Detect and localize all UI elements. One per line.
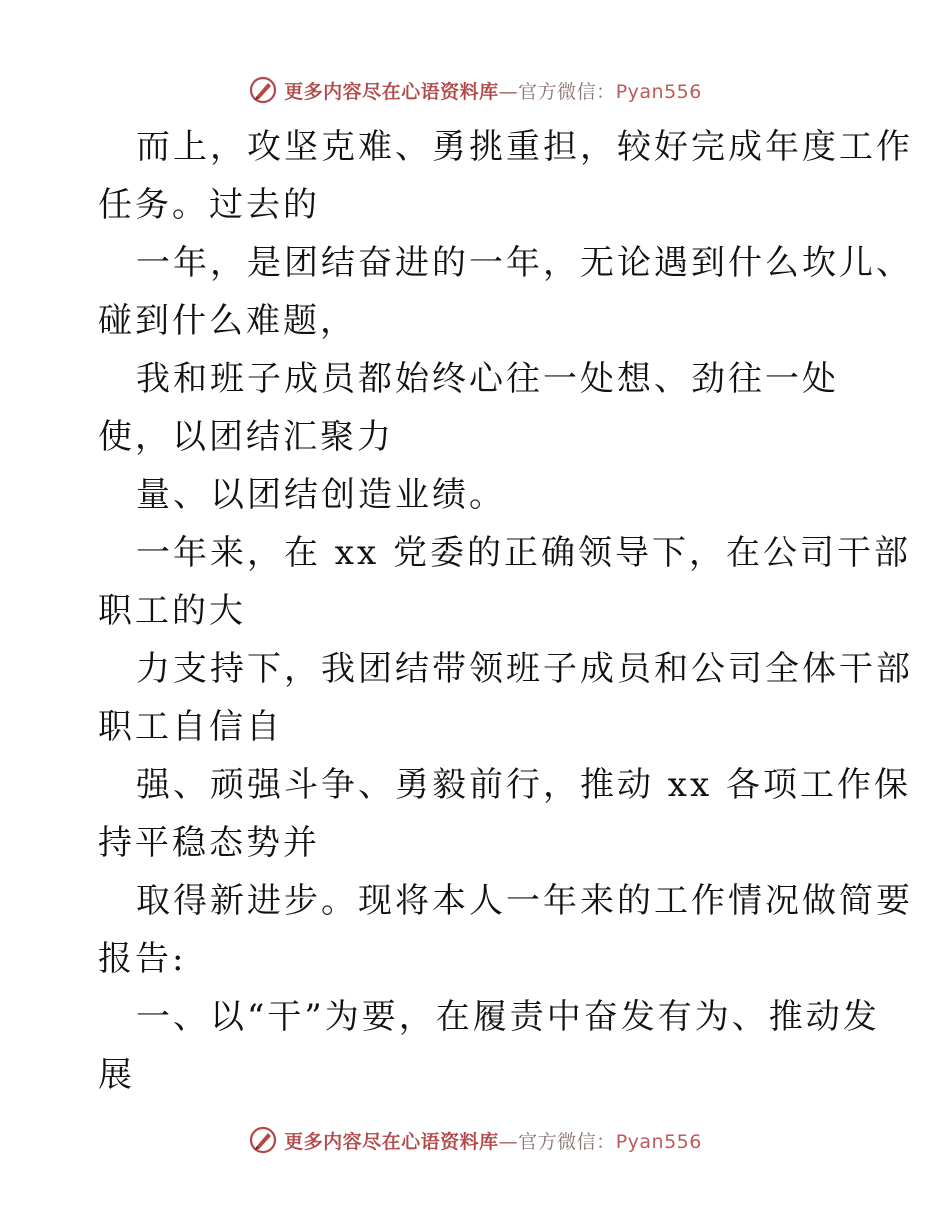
text-line: 碰到什么难题， [98, 301, 357, 341]
watermark-brand: 更多内容尽在心语资料库 [284, 1130, 499, 1153]
watermark-id: Pyan556 [615, 80, 702, 103]
header-watermark [0, 70, 950, 110]
watermark-id: Pyan556 [615, 1130, 702, 1153]
text-line: 展 [98, 1055, 135, 1095]
watermark-brand: 更多内容尽在心语资料库 [284, 80, 499, 103]
text-line: 而上，攻坚克难、勇挑重担，较好完成年度工作 [136, 127, 913, 167]
watermark-text [284, 77, 702, 104]
text-line: 强、顽强斗争、勇毅前行，推动 xx 各项工作保 [136, 765, 911, 805]
watermark-separator: — [498, 80, 519, 103]
footer-watermark [0, 1120, 950, 1160]
text-line: 量、以团结创造业绩。 [136, 475, 506, 515]
pen-seal-icon [248, 1125, 278, 1155]
text-line: 使，以团结汇聚力 [98, 417, 394, 457]
text-line: 一、以“干”为要，在履责中奋发有为、推动发 [136, 997, 880, 1037]
document-body [98, 118, 913, 1104]
watermark-separator: — [498, 1130, 519, 1153]
text-line: 职工的大 [98, 591, 246, 631]
watermark-label: 官方微信： [518, 80, 616, 103]
pen-seal-icon [248, 75, 278, 105]
text-line: 力支持下，我团结带领班子成员和公司全体干部 [136, 649, 913, 689]
watermark-label: 官方微信： [518, 1130, 616, 1153]
text-line: 一年来，在 xx 党委的正确领导下，在公司干部 [136, 533, 911, 573]
watermark-text [284, 1127, 702, 1154]
text-line: 报告: [98, 939, 187, 979]
text-line: 取得新进步。现将本人一年来的工作情况做简要 [136, 881, 913, 921]
text-line: 职工自信自 [98, 707, 283, 747]
text-line: 一年，是团结奋进的一年，无论遇到什么坎儿、 [136, 243, 913, 283]
text-line: 我和班子成员都始终心往一处想、劲往一处 [136, 359, 839, 399]
text-line: 任务。过去的 [98, 185, 320, 225]
text-line: 持平稳态势并 [98, 823, 320, 863]
